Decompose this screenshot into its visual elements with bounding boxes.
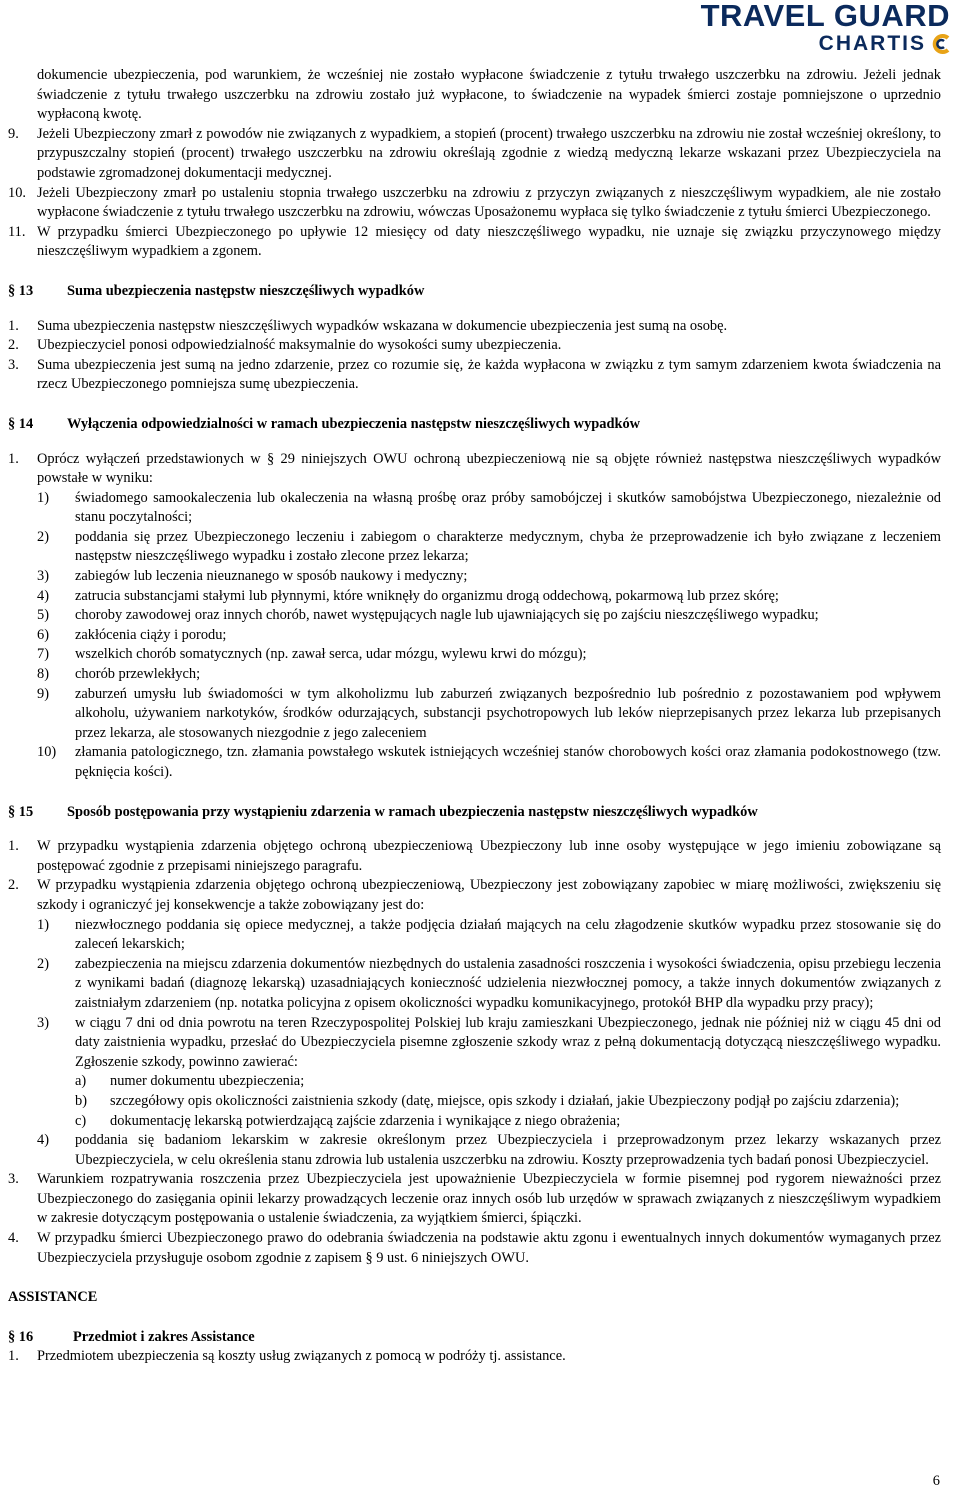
list-item: 3. Warunkiem rozpatrywania roszczenia przez Ubezpieczyciela jest upoważnienie Ubezpieczyciela w formie pisemnej pod rygorem nieważności przez Ubezpieczonego do zasięgania opinii lekarzy prowadzących leczenie oraz innych osób lub urzędów w sprawach związanych z nieszczęśliwym wypadkiem w zakresie dotyczącym postępowania o ustalenie świadczenia, za wyjątkiem śmierci, śpiączki.: [8, 1171, 941, 1227]
list-item: 1. Przedmiotem ubezpieczenia są koszty usług związanych z pomocą w podróży tj. assistance.: [8, 1348, 566, 1365]
list-item: 10) złamania patologicznego, tzn. złamania powstałego wskutek istniejących wcześniej stanów chorobowych kości oraz złamania podokostnowego (tzw. pęknięcia kości).: [37, 744, 941, 780]
paragraph-text: Jeżeli Ubezpieczony zmarł z powodów nie związanych z wypadkiem, a stopień (procent) trwałego uszczerbku na zdrowiu nie został wcześniej określony, to przypuszczalny stopień (procent) trwałego uszczerbku na zdrowiu określają zgodnie z wiedzą medyczną lekarze wskazani przez Ubezpieczyciela na podstawie zgromadzonej dokumentacji medycznej.: [37, 125, 941, 181]
paragraph-11: [8, 223, 941, 262]
list-item: 4) poddania się badaniom lekarskim w zakresie określonym przez Ubezpieczyciela i przeprowadzonym przez lekarzy wskazanych przez Ubezpieczyciela, w celu określenia stanu zdrowia lub ustalenia uszczerbku na zdrowiu. Koszty przeprowadzenia tych badań ponosi Ubezpieczyciel.: [37, 1132, 941, 1168]
logo-travel-guard-text: TRAVEL GUARD: [700, 0, 950, 33]
section-16-heading: [8, 1328, 941, 1348]
list-item: 9) zaburzeń umysłu lub świadomości w tym alkoholizmu lub zaburzeń związanych bezpośrednio lub pośrednio z pozostawaniem pod wpływem alkoholu, używaniem narkotyków, środków odurzających, substancji psychotropowych lub leków nieprzepisanych przez lekarza lub przepisanych przez lekarza, ale stosowanych niezgodnie z jego zaleceniem: [37, 685, 941, 741]
paragraph-9: [8, 125, 941, 184]
paragraph-number: 9.: [8, 125, 19, 142]
section-title: Sposób postępowania przy wystąpieniu zdarzenia w ramach ubezpieczenia następstw nieszczęśliwych wypadków: [67, 803, 758, 820]
travel-guard-logo: [701, 0, 950, 57]
paragraph-10: [8, 184, 941, 223]
list-item: 8) chorób przewlekłych;: [37, 666, 201, 683]
section-number: § 14: [8, 415, 34, 432]
list-item: 1) świadomego samookaleczenia lub okaleczenia na własną prośbę oraz próby samobójczej i skutków samobójstwa Ubezpieczonego, niezależnie od stanu poczytalności;: [37, 489, 941, 526]
list-item: 3) zabiegów lub leczenia nieuznanego w sposób naukowy i medyczny;: [37, 568, 468, 585]
list-item: c) dokumentację lekarską potwierdzającą zajście zdarzenia i wynikające z niego obrażenia;: [75, 1112, 621, 1129]
list-item: 5) choroby zawodowej oraz innych chorób, nawet występujących nagle lub ujawniających się po zajściu nieszczęśliwego wypadku;: [37, 607, 819, 624]
list-item: 2. Ubezpieczyciel ponosi odpowiedzialność maksymalnie do wysokości sumy ubezpieczenia.: [8, 337, 562, 354]
section-13-heading: [8, 282, 941, 302]
logo-chartis: [819, 32, 952, 56]
list-item: 4) zatrucia substancjami stałymi lub płynnymi, które wniknęły do organizmu drogą oddechową, pokarmową lub przez skórę;: [37, 587, 779, 604]
page-number: 6: [932, 1473, 940, 1490]
list-item: 2) zabezpieczenia na miejscu zdarzenia dokumentów niezbędnych do ustalenia zasadności roszczenia i wysokości świadczenia, opisu przebiegu leczenia z wynikami badań (diagnozę lekarską) uzasadniających konieczność udzielenia niezwłocznej pomocy, a także innych dokumentów związanych z zaistniałym zdarzeniem (np. notatka policyjna z opisem okoliczności wypadku komunikacyjnego, protokół BHP dla wypadku przy pracy);: [37, 955, 941, 1011]
list-item: 2) poddania się przez Ubezpieczonego leczeniu i zabiegom o charakterze medycznym, chyba że przeprowadzenie ich było związane z leczeniem następstw nieszczęśliwego wypadku i zostało zlecone przez lekarza;: [37, 528, 941, 565]
logo-chartis-text: CHARTIS: [818, 32, 926, 55]
section-14-heading: [8, 415, 941, 435]
section-number: § 15: [8, 803, 34, 820]
intro-paragraph: dokumencie ubezpieczenia, pod warunkiem, że wcześniej nie zostało wypłacone świadczenie z tytułu trwałego uszczerbku na zdrowiu. Jeżeli jednak świadczenie z tytułu trwałego uszczerbku na zdrowiu zostało już wypłacone, to świadczenie na wypadek śmierci zostaje pomniejszone o uprzednio wypłaconą kwotę.: [37, 67, 941, 123]
list-item: a) numer dokumentu ubezpieczenia;: [75, 1073, 305, 1090]
list-item: 4. W przypadku śmierci Ubezpieczonego prawo do odebrania świadczenia na podstawie aktu zgonu i ewentualnych innych dokumentów wymaganych przez Ubezpieczyciela przysługuje osobom zgodnie z zapisem § 9 ust. 6 niniejszych OWU.: [8, 1230, 941, 1266]
document-body: [8, 66, 941, 1367]
list-item: 2. W przypadku wystąpienia zdarzenia objętego ochroną ubezpieczeniową, Ubezpieczony jest zobowiązany zapobiec w miarę możliwości, zwiększeniu się szkody i ograniczyć jej konsekwencje a także zobowiązany jest do:: [8, 877, 941, 913]
section-number: § 13: [8, 282, 34, 299]
paragraph-number: 11.: [8, 223, 26, 240]
list-item: 6) zakłócenia ciąży i porodu;: [37, 626, 227, 643]
list-item: b) szczegółowy opis okoliczności zaistnienia szkody (datę, miejsce, opis szkody i działań, jakie Ubezpieczony podjął po zajściu zdarzenia);: [75, 1092, 900, 1109]
assistance-heading: ASSISTANCE: [8, 1289, 98, 1306]
section-title: Suma ubezpieczenia następstw nieszczęśliwych wypadków: [67, 282, 425, 299]
section-title: Przedmiot i zakres Assistance: [73, 1328, 255, 1345]
list-item: 3) w ciągu 7 dni od dnia powrotu na teren Rzeczypospolitej Polskiej lub kraju zamieszkani Ubezpieczonego, jednak nie później niż w ciągu 45 dni od daty zaistnienia wypadku, przesłać do Ubezpieczyciela pisemne zgłoszenie szkody wraz z pełną dokumentacją dotyczącą nieszczęśliwego wypadku. Zgłoszenie szkody, powinno zawierać:: [37, 1014, 941, 1070]
list-item: 1. Suma ubezpieczenia następstw nieszczęśliwych wypadków wskazana w dokumencie ubezpieczenia jest sumą na osobę.: [8, 317, 728, 334]
list-item: 1. W przypadku wystąpienia zdarzenia objętego ochroną ubezpieczeniową Ubezpieczony lub inne osoby występujące w jego imieniu zobowiązane są postępować zgodnie z przepisami niniejszego paragrafu.: [8, 838, 941, 874]
section-15-heading: [8, 803, 941, 823]
paragraph-text: W przypadku śmierci Ubezpieczonego po upływie 12 miesięcy od daty nieszczęśliwego wypadku, nie uznaje się związku przyczynowego między nieszczęśliwym wypadkiem a zgonem.: [37, 223, 941, 260]
list-item: 7) wszelkich chorób somatycznych (np. zawał serca, udar mózgu, wylewu krwi do mózgu);: [37, 646, 587, 663]
section-number: § 16: [8, 1328, 34, 1345]
paragraph-text: Jeżeli Ubezpieczony zmarł po ustaleniu stopnia trwałego uszczerbku na zdrowiu z przyczyn związanych z nieszczęśliwym wypadkiem, ale nie zostało wypłacone świadczenie z tytułu trwałego uszczerbku na zdrowiu, wówczas Uposażonemu wypłaca się tylko świadczenie z tytułu śmierci Ubezpieczonego.: [37, 184, 941, 221]
list-item: 3. Suma ubezpieczenia jest sumą na jedno zdarzenie, przez co rozumie się, że każda wypłacona w związku z tym samym zdarzeniem kwota świadczenia na rzecz Ubezpieczonego pomniejsza sumę ubezpieczenia.: [8, 356, 941, 393]
list-item: 1) niezwłocznego poddania się opiece medycznej, a także podjęcia działań mających na celu złagodzenie skutków wypadku przez stosowanie się do zaleceń lekarskich;: [37, 916, 941, 953]
list-item: 1. Oprócz wyłączeń przedstawionych w § 29 niniejszych OWU ochroną ubezpieczeniową nie są objęte również następstwa nieszczęśliwych wypadków powstałe w wyniku:: [8, 450, 941, 487]
section-title: Wyłączenia odpowiedzialności w ramach ubezpieczenia następstw nieszczęśliwych wypadków: [67, 415, 641, 432]
paragraph-number: 10.: [8, 184, 26, 201]
chartis-mark-icon: [930, 33, 952, 55]
